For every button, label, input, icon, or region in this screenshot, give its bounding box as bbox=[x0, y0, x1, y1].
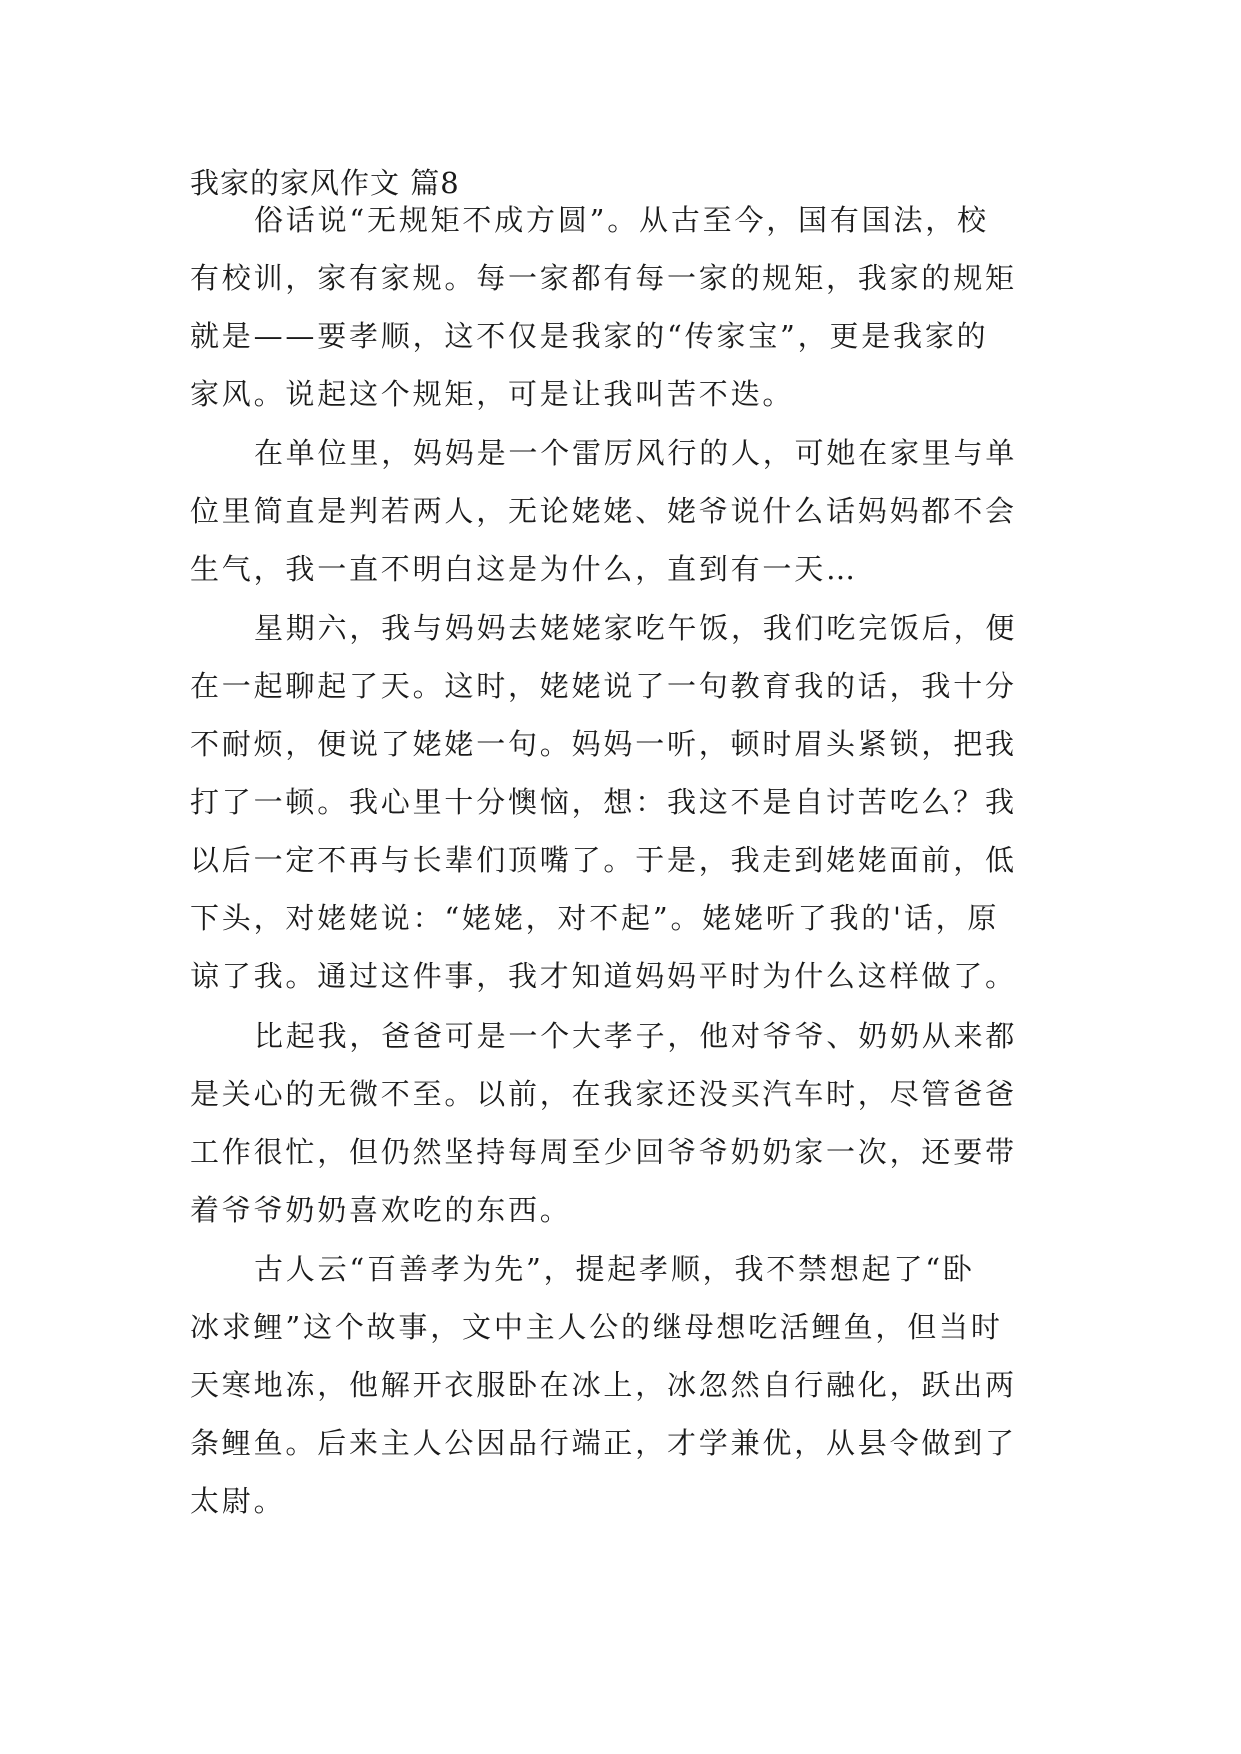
paragraph-line: 就是——要孝顺，这不仅是我家的“传家宝”，更是我家的 bbox=[190, 319, 989, 353]
paragraph-line: 古人云“百善孝为先”，提起孝顺，我不禁想起了“卧 bbox=[254, 1252, 975, 1286]
paragraph-line: 以后一定不再与长辈们顶嘴了。于是，我走到姥姥面前，低 bbox=[190, 843, 1017, 877]
paragraph-line: 星期六，我与妈妈去姥姥家吃午饭，我们吃完饭后，便 bbox=[254, 611, 1018, 645]
paragraph-line: 工作很忙，但仍然坚持每周至少回爷爷奶奶家一次，还要带 bbox=[190, 1135, 1017, 1169]
paragraph-line: 比起我，爸爸可是一个大孝子，他对爷爷、奶奶从来都 bbox=[254, 1019, 1018, 1053]
paragraph-line: 俗话说“无规矩不成方圆”。从古至今，国有国法，校 bbox=[254, 203, 989, 237]
paragraph-line: 下头，对姥姥说：“姥姥，对不起”。姥姥听了我的'话，原 bbox=[190, 901, 1000, 935]
paragraph-line: 在一起聊起了天。这时，姥姥说了一句教育我的话，我十分 bbox=[190, 669, 1017, 703]
paragraph-2 bbox=[190, 424, 1090, 598]
paragraph-line: 有校训，家有家规。每一家都有每一家的规矩，我家的规矩 bbox=[190, 261, 1017, 295]
paragraph-line: 不耐烦，便说了姥姥一句。妈妈一听，顿时眉头紧锁，把我 bbox=[190, 727, 1017, 761]
paragraph-line: 太尉。 bbox=[190, 1484, 286, 1518]
paragraph-line: 是关心的无微不至。以前，在我家还没买汽车时，尽管爸爸 bbox=[190, 1077, 1017, 1111]
paragraph-line: 着爷爷奶奶喜欢吃的东西。 bbox=[190, 1193, 572, 1227]
document-title: 我家的家风作文 篇8 bbox=[190, 166, 460, 200]
paragraph-line: 谅了我。通过这件事，我才知道妈妈平时为什么这样做了。 bbox=[190, 959, 1017, 993]
paragraph-3 bbox=[190, 599, 1090, 1005]
paragraph-line: 冰求鲤”这个故事，文中主人公的继母想吃活鲤鱼，但当时 bbox=[190, 1310, 1003, 1344]
paragraph-line: 生气，我一直不明白这是为什么，直到有一天… bbox=[190, 552, 858, 586]
paragraph-5 bbox=[190, 1240, 1090, 1530]
paragraph-line: 天寒地冻，他解开衣服卧在冰上，冰忽然自行融化，跃出两 bbox=[190, 1368, 1017, 1402]
paragraph-line: 打了一顿。我心里十分懊恼，想：我这不是自讨苦吃么？我 bbox=[190, 785, 1017, 819]
paragraph-line: 在单位里，妈妈是一个雷厉风行的人，可她在家里与单 bbox=[254, 436, 1018, 470]
paragraph-1 bbox=[190, 191, 1090, 423]
paragraph-4 bbox=[190, 1007, 1090, 1239]
paragraph-line: 条鲤鱼。后来主人公因品行端正，才学兼优，从县令做到了 bbox=[190, 1426, 1017, 1460]
paragraph-line: 家风。说起这个规矩，可是让我叫苦不迭。 bbox=[190, 377, 795, 411]
paragraph-line: 位里简直是判若两人，无论姥姥、姥爷说什么话妈妈都不会 bbox=[190, 494, 1017, 528]
